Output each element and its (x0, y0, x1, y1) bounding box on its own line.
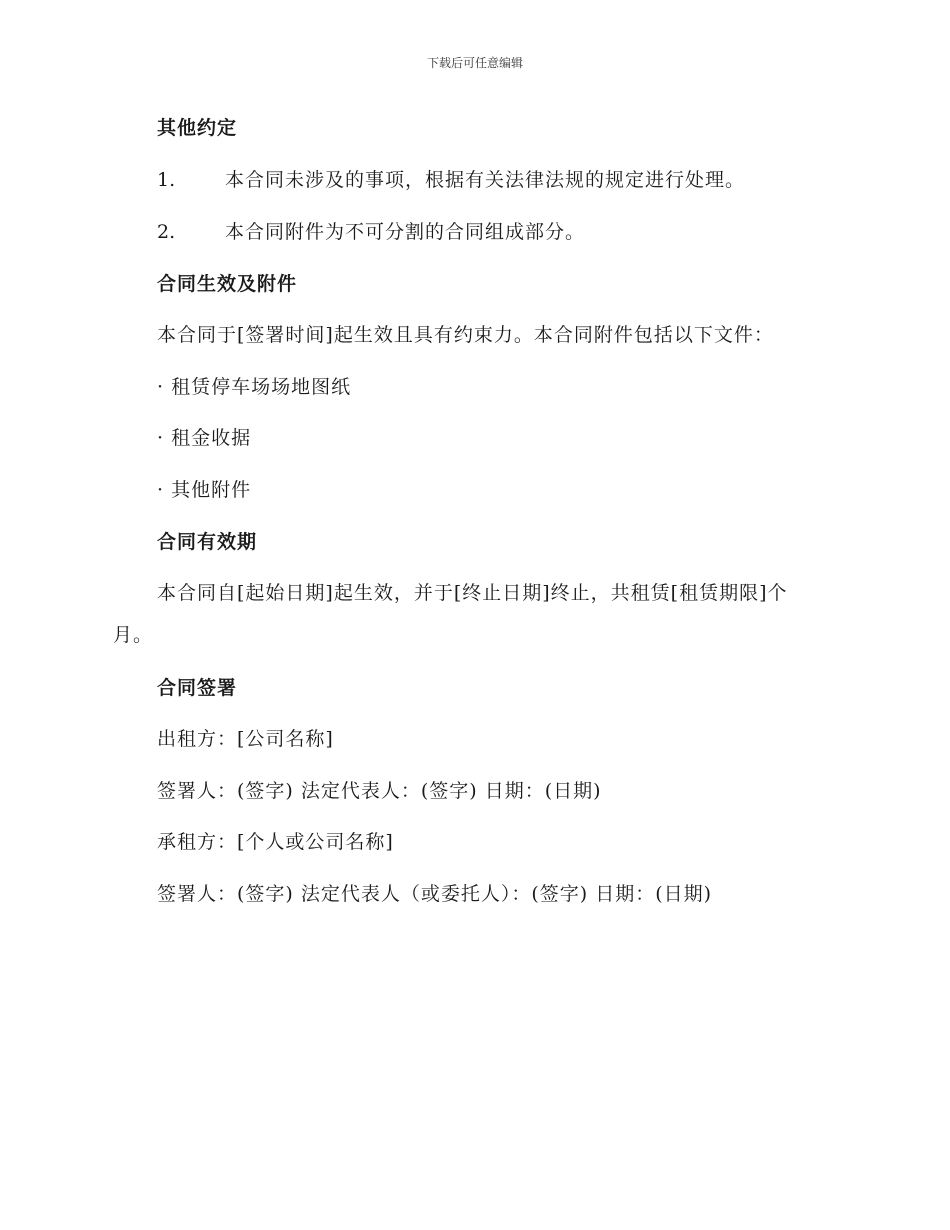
validity-text-line1: 本合同自[起始日期]起生效，并于[终止日期]终止，共租赁[租赁期限]个 (157, 582, 788, 604)
effect-intro: 本合同于[签署时间]起生效且具有约束力。本合同附件包括以下文件： (157, 324, 774, 346)
clause-number: 1. (157, 169, 176, 191)
section-title-other: 其他约定 (157, 117, 238, 139)
clause-item-2 (157, 220, 585, 244)
page-header: 下载后可任意编辑 (426, 56, 523, 70)
validity-text-line2: 月。 (113, 624, 154, 646)
clause-item-1 (157, 168, 745, 192)
lessee-signature-line: 签署人：(签字) 法定代表人（或委托人）：(签字) 日期：(日期) (157, 883, 713, 905)
clause-text: 本合同未涉及的事项，根据有关法律法规的规定进行处理。 (225, 169, 746, 191)
attachment-item: · 其他附件 (157, 479, 252, 501)
section-title-signing: 合同签署 (157, 677, 238, 699)
clause-number: 2. (157, 221, 176, 243)
clause-text: 本合同附件为不可分割的合同组成部分。 (225, 221, 586, 243)
lessee-line: 承租方：[个人或公司名称] (157, 831, 394, 853)
lessor-line: 出租方：[公司名称] (157, 728, 334, 750)
section-title-effect: 合同生效及附件 (157, 273, 298, 295)
attachment-item: · 租金收据 (157, 427, 252, 449)
attachment-item: · 租赁停车场场地图纸 (157, 376, 352, 398)
lessor-signature-line: 签署人：(签字) 法定代表人：(签字) 日期：(日期) (157, 780, 602, 802)
section-title-validity: 合同有效期 (157, 531, 258, 553)
